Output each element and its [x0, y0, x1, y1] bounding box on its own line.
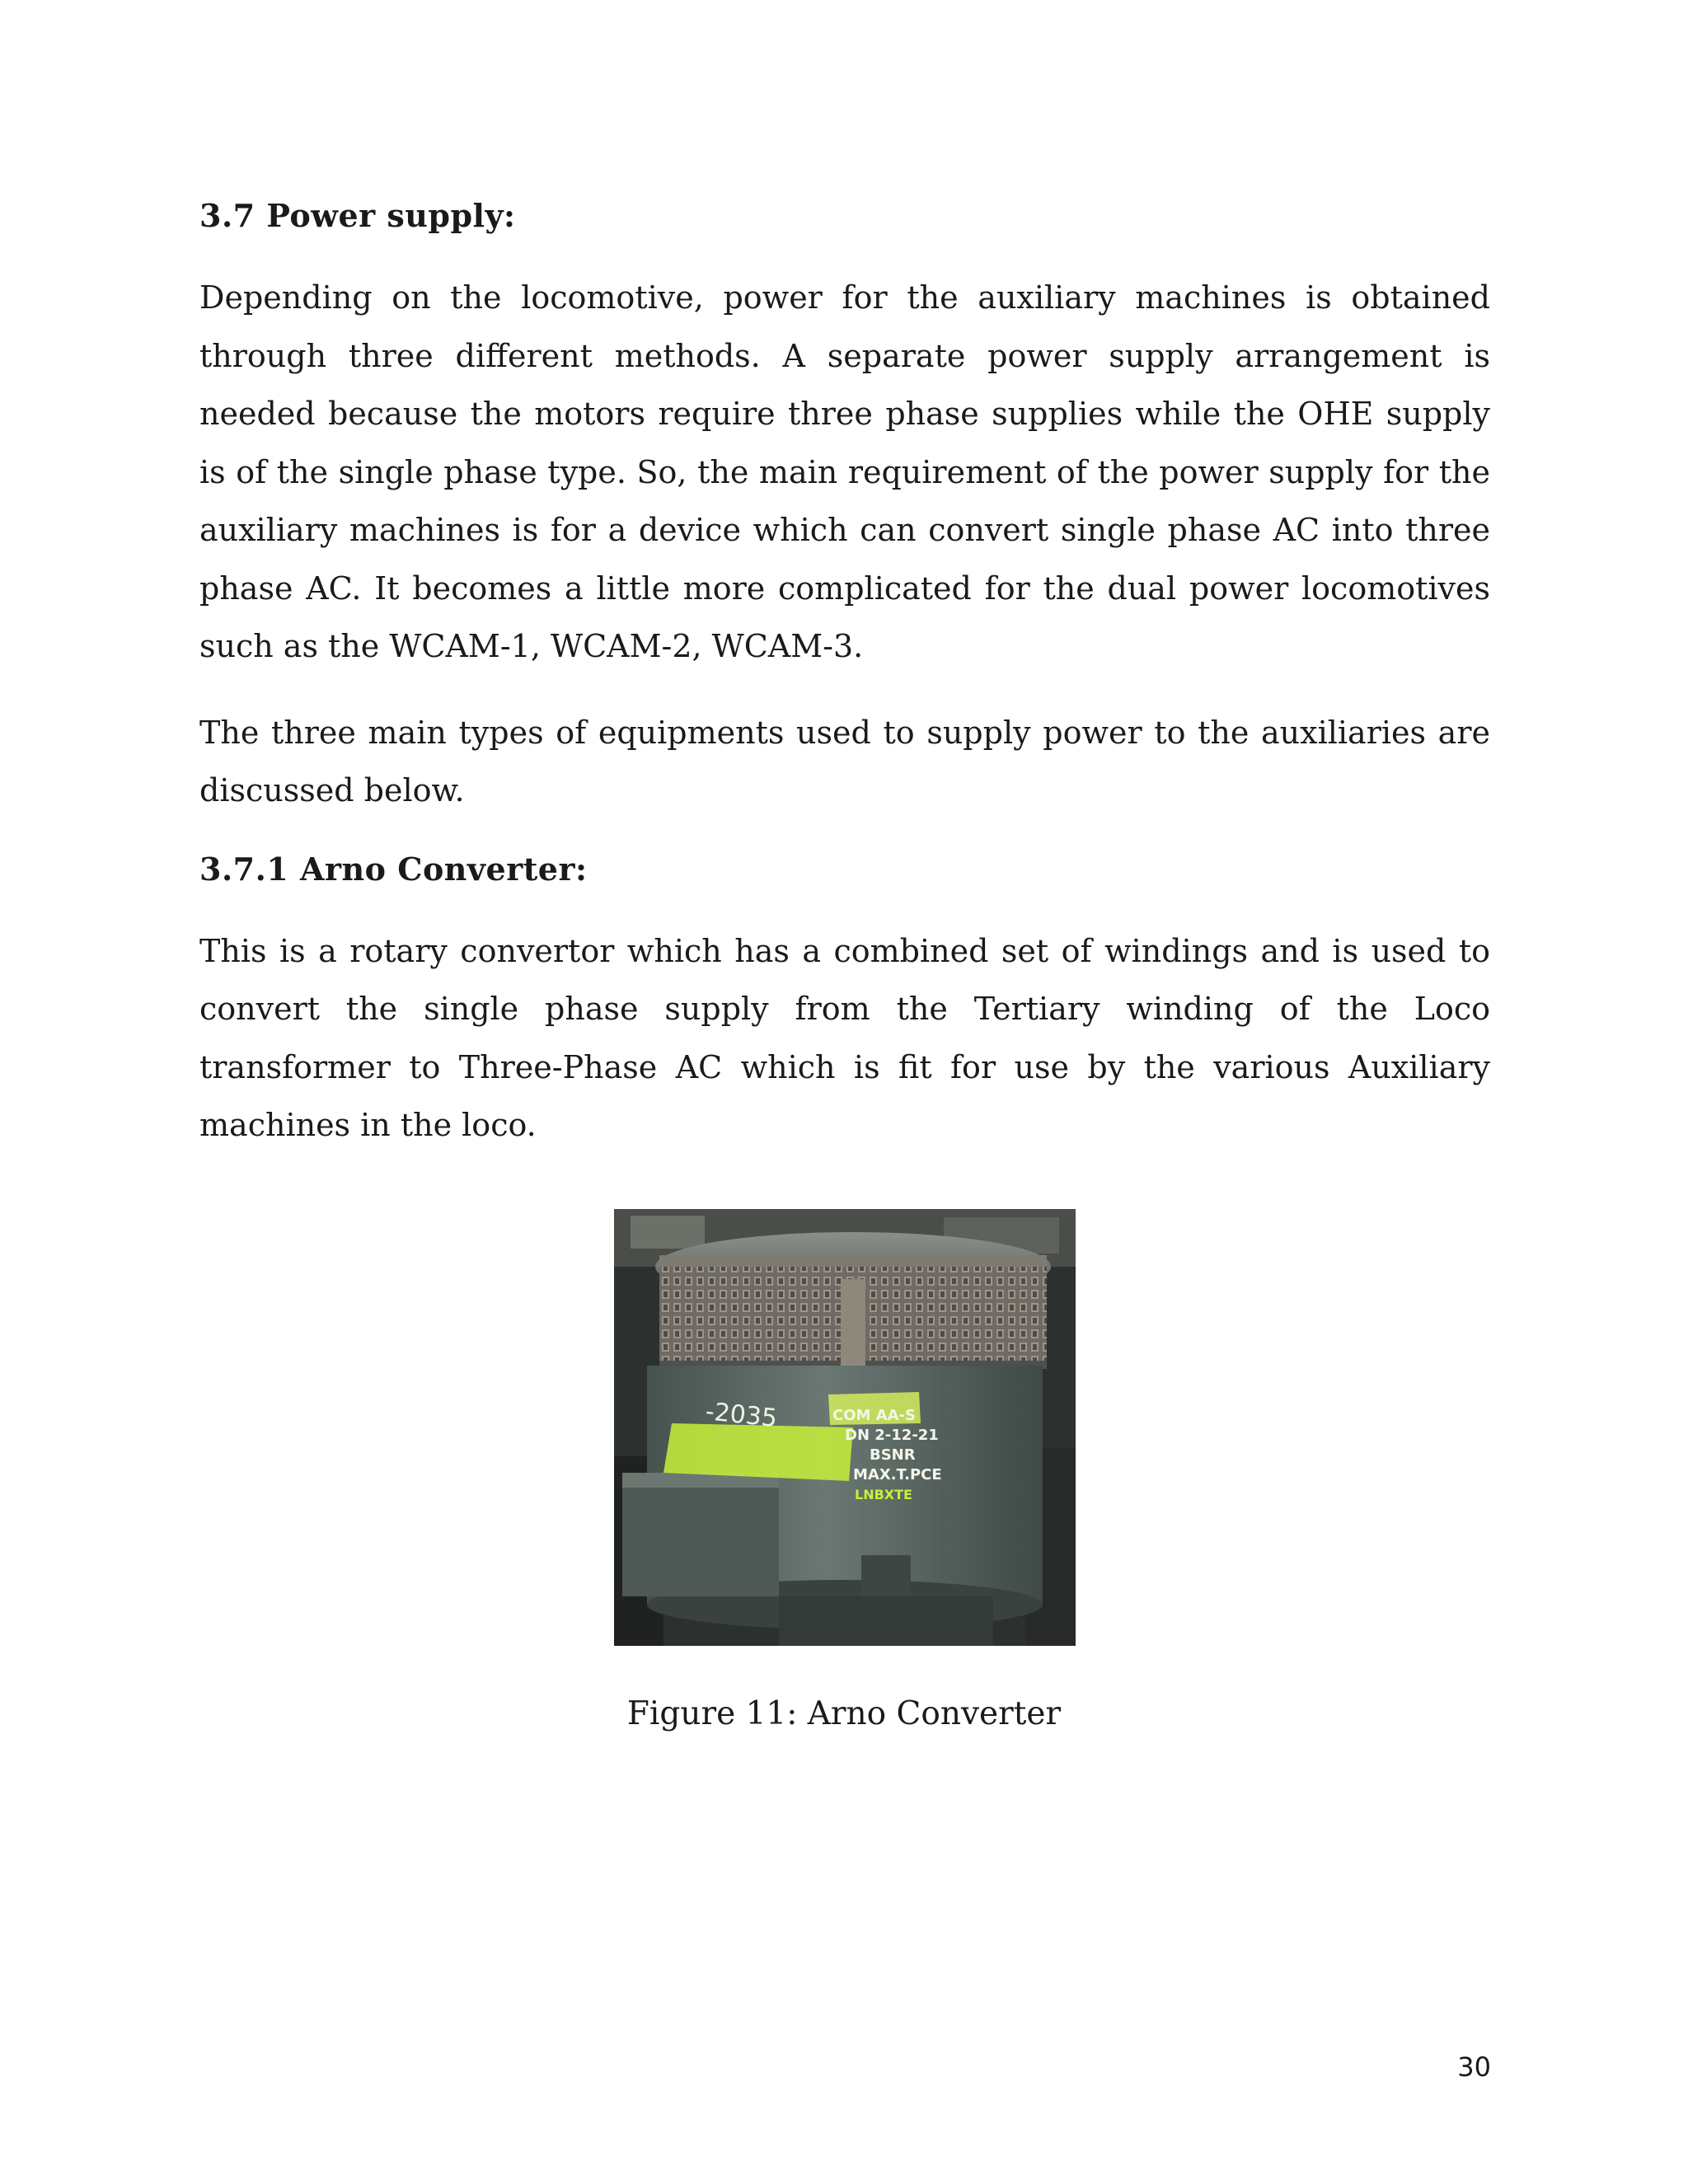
figure-caption: Figure 11: Arno Converter — [626, 1695, 1062, 1732]
arno-converter-photo — [614, 1209, 1076, 1646]
subsection-paragraph-1: This is a rotary convertor which has a combined set of windings and is used to convert the single phase supply from the Tertiary winding of the Loco transformer to Three-Phase AC which is fit for use by the various Auxiliary machines in the loco. — [199, 932, 1490, 1143]
subsection-heading: 3.7.1 Arno Converter: — [199, 850, 588, 888]
arno-converter-illustration — [614, 1209, 1076, 1646]
photo-label-line-5: LNBXTE — [855, 1487, 912, 1502]
section-paragraph-1: Depending on the locomotive, power for the auxiliary machines is obtained through three different methods. A separate power supply arrangement is needed because the motors require three phase supplies while the OHE supply is of the single phase type. So, the main requirement of the power supply for the auxiliary machines is for a device which can convert single phase AC into three phase AC. It becomes a little more complicated for the dual power locomotives such as the WCAM-1, WCAM-2, WCAM-3. — [199, 279, 1490, 664]
photo-label-line-2: DN 2-12-21 — [845, 1427, 939, 1444]
photo-label-line-4: MAX.T.PCE — [853, 1466, 942, 1483]
photo-label-line-1: COM AA-S — [832, 1407, 916, 1424]
section-heading: 3.7 Power supply: — [199, 197, 516, 234]
photo-label-line-3: BSNR — [870, 1446, 916, 1464]
page-content — [199, 194, 1490, 1183]
section-paragraph-2: The three main types of equipments used to supply power to the auxiliaries are discussed below. — [199, 714, 1490, 808]
terminal-box — [622, 1473, 779, 1596]
highlight-patch — [663, 1423, 853, 1481]
photo-serial-label: -2035 — [704, 1397, 779, 1434]
page-number: 30 — [1457, 2051, 1491, 2083]
